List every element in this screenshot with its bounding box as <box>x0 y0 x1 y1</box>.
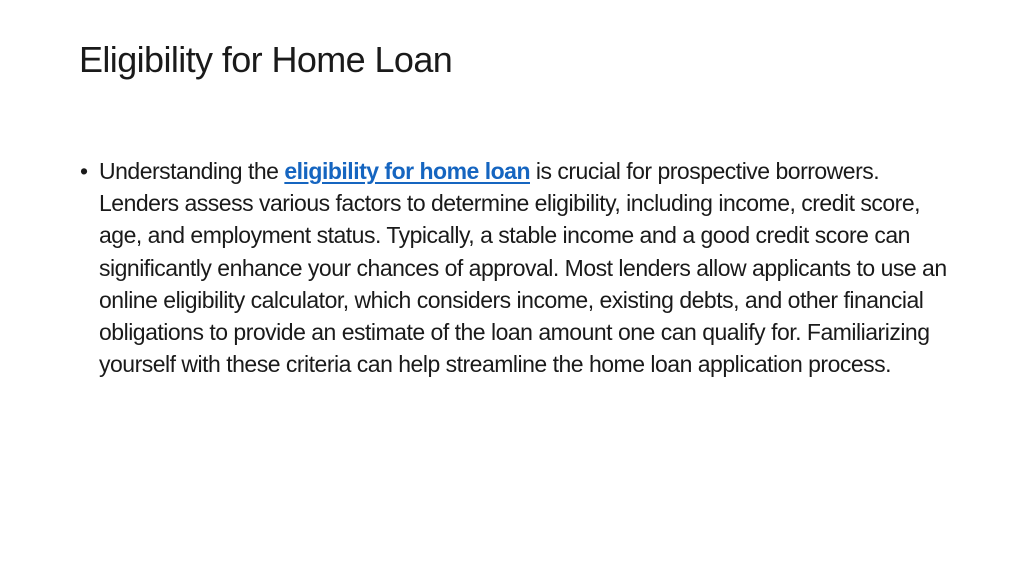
eligibility-link[interactable]: eligibility for home loan <box>284 158 530 184</box>
bullet-text-before-link: Understanding the <box>99 158 285 184</box>
slide-title: Eligibility for Home Loan <box>79 39 453 80</box>
bullet-list <box>80 155 950 380</box>
bullet-item <box>80 155 950 380</box>
bullet-text-after-link: is crucial for prospective borrowers. Lenders assess various factors to determine eligibility, including income, credit score, age, and employment status. Typically, a stable income and a good credit score can significantly enhance your chances of approval. Most lenders allow applicants to use an online eligibility calculator, which considers income, existing debts, and other financial obligations to provide an estimate of the loan amount one can qualify for. Familiarizing yourself with these criteria can help streamline the home loan application process. <box>99 158 947 378</box>
bullet-dot-icon: • <box>80 158 88 184</box>
